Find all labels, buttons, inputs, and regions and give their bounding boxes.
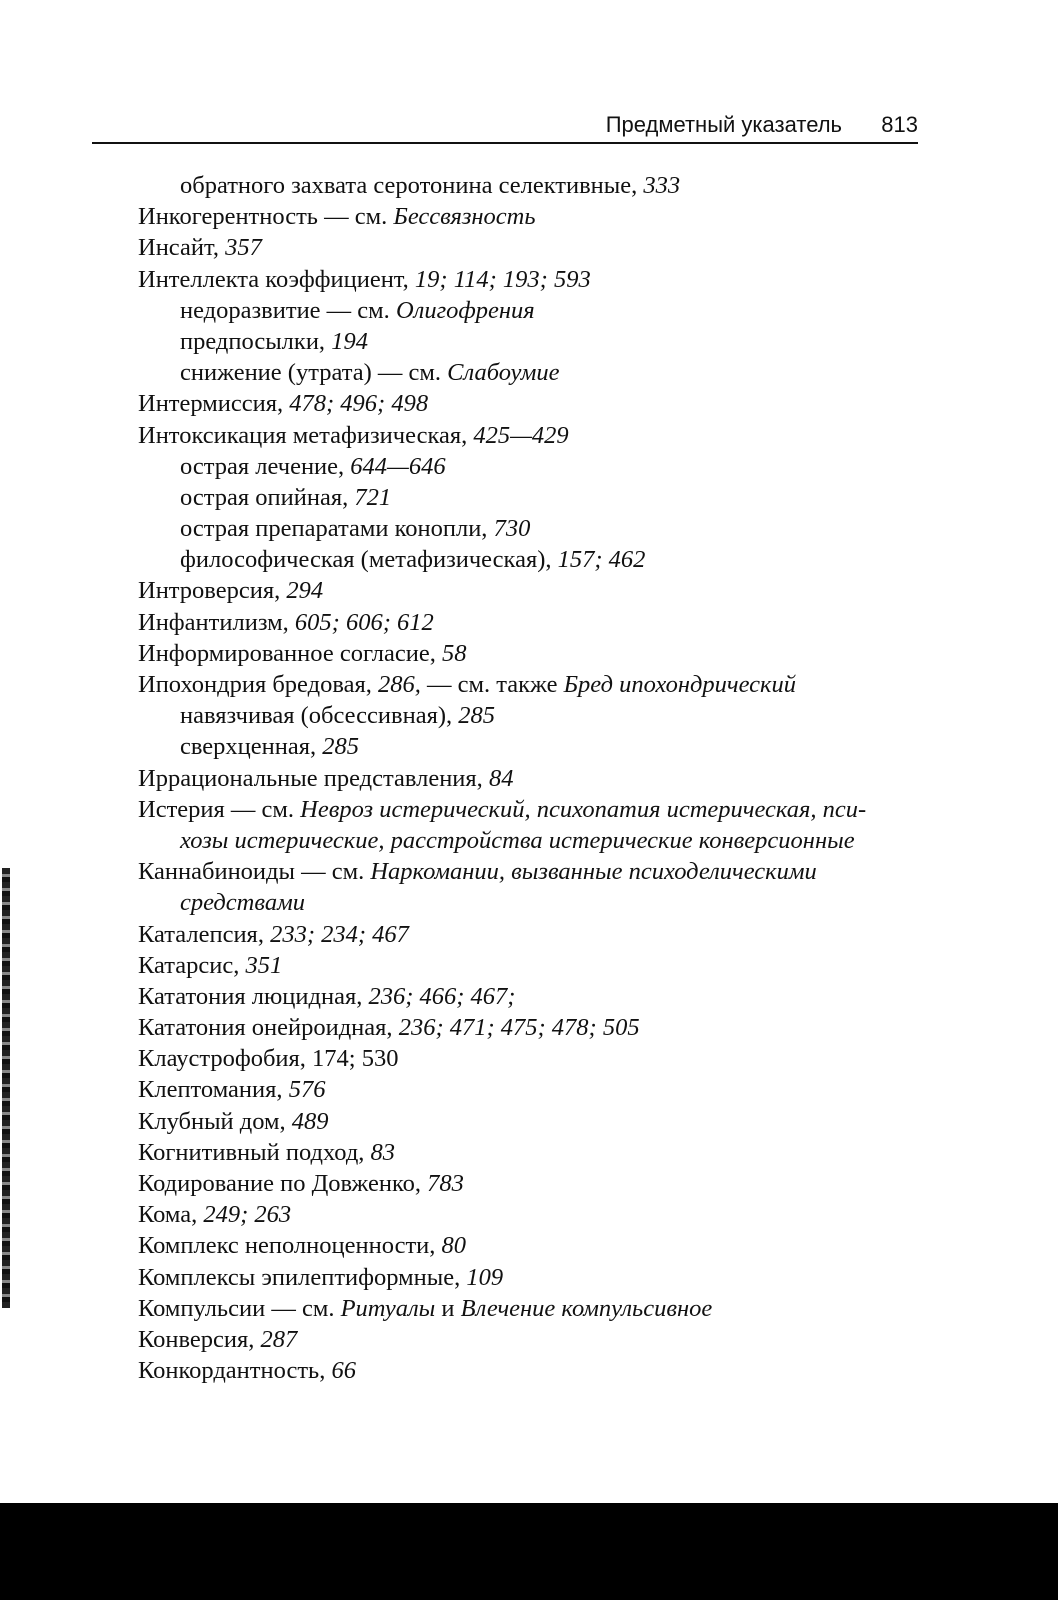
scan-edge-artifact [2, 868, 10, 1308]
entry-text: Конкордантность, [138, 1357, 332, 1385]
header-title: Предметный указатель [605, 112, 842, 137]
entry-reference: Невроз истерический, психопатия истерическая, пси- [300, 795, 867, 823]
entry-reference: 233; 234; 467 [270, 920, 409, 948]
index-subentry [138, 731, 928, 762]
entry-text: Кома, [138, 1201, 204, 1229]
entry-reference: 109 [466, 1263, 504, 1291]
entry-reference: 576 [288, 1076, 326, 1104]
index-entry [138, 1043, 928, 1074]
entry-reference: 236; 466; 467; [368, 982, 516, 1010]
index-entry [138, 919, 928, 950]
entry-reference: 66 [331, 1357, 356, 1385]
index-entry [138, 1137, 928, 1168]
entry-reference: 58 [441, 639, 467, 667]
entry-text: Кататония люцидная, [138, 982, 369, 1010]
entry-reference: 285 [322, 733, 360, 761]
entry-reference: 478; 496; 498 [289, 390, 429, 418]
index-entry [138, 1262, 928, 1293]
entry-text: Интроверсия, [138, 577, 287, 605]
index-subentry [138, 513, 928, 544]
entry-reference: Бессвязность [393, 203, 536, 231]
page-number: 813 [881, 112, 918, 137]
index-subentry [138, 700, 928, 731]
index-subentry [138, 295, 928, 326]
index-entry [138, 1012, 928, 1043]
index-subentry [138, 326, 928, 357]
entry-text: Комплексы эпилептиформные, [138, 1263, 467, 1291]
entry-text: Информированное согласие, [138, 639, 442, 667]
entry-reference: 287 [260, 1325, 298, 1353]
entry-text: Интермиссия, [138, 390, 290, 418]
entry-reference: Ритуалы [340, 1294, 436, 1322]
index-subentry [138, 887, 928, 918]
running-header [92, 112, 918, 144]
index-subentry [138, 482, 928, 513]
entry-text: и [435, 1294, 461, 1322]
entry-reference: Слабоумие [447, 359, 560, 387]
entry-text: Инфантилизм, [138, 608, 295, 636]
entry-text: Кодирование по Довженко, [138, 1170, 428, 1197]
entry-reference: 783 [427, 1170, 464, 1197]
entry-text: Ипохондрия бредовая, [138, 671, 378, 698]
index-entry [138, 607, 928, 638]
scan-bottom-border [0, 1503, 1058, 1600]
entry-text: острая препаратами конопли, [180, 515, 494, 543]
entry-reference: 19; 114; 193; 593 [414, 265, 591, 293]
entry-reference: 80 [441, 1232, 467, 1260]
index-entry [138, 201, 928, 232]
index-subentry [138, 170, 928, 201]
entry-reference: Наркомании, вызванные психоделическими [370, 858, 817, 886]
entry-text: недоразвитие — см. [180, 296, 396, 324]
entry-reference: 294 [286, 577, 324, 605]
entry-text: Каталепсия, [138, 920, 271, 948]
entry-reference: хозы истерические, расстройства истерические конверсионные [180, 826, 855, 854]
entry-text: Каннабиноиды — см. [138, 858, 371, 886]
entry-text: Истерия — см. [138, 795, 301, 823]
index-entry [138, 856, 928, 887]
index-entry [138, 1106, 928, 1137]
index-entry [138, 232, 928, 263]
index-entry [138, 1324, 928, 1355]
entry-text: Катарсис, [138, 951, 246, 979]
index-entry [138, 575, 928, 606]
index-entry [138, 1230, 928, 1261]
index-entry [138, 1293, 928, 1324]
entry-reference: средствами [180, 889, 305, 917]
entry-text: Интоксикация метафизическая, [138, 421, 474, 449]
entry-reference: 194 [331, 327, 368, 355]
entry-reference: 721 [354, 483, 392, 511]
entry-text: Иррациональные представления, [138, 764, 489, 792]
entry-text: предпосылки, [180, 327, 332, 355]
entry-text: Интеллекта коэффициент, [138, 265, 415, 293]
index-subentry [138, 825, 928, 856]
index-entry [138, 794, 928, 825]
index-entries [138, 170, 928, 1386]
entry-text: обратного захвата серотонина селективные, [180, 172, 644, 199]
entry-reference: 286, [377, 671, 421, 698]
entry-reference: 730 [493, 515, 531, 543]
entry-text: Комплекс неполноценности, [138, 1232, 442, 1260]
entry-text: острая опийная, [180, 483, 355, 511]
entry-text: Инкогерентность — см. [138, 203, 394, 231]
entry-text: — см. также [420, 671, 564, 698]
entry-reference: 83 [370, 1138, 396, 1166]
entry-text: острая лечение, [180, 452, 351, 480]
entry-text: снижение (утрата) — см. [180, 359, 448, 387]
entry-reference: 605; 606; 612 [294, 608, 434, 636]
entry-text: Когнитивный подход, [138, 1138, 371, 1166]
entry-reference: 157; 462 [557, 546, 646, 574]
entry-reference: Бред ипохондрический [563, 671, 796, 698]
index-entry [138, 669, 928, 700]
entry-text: Инсайт, [138, 234, 226, 262]
index-entry [138, 950, 928, 981]
index-entry [138, 1168, 928, 1199]
entry-text: Конверсия, [138, 1325, 261, 1353]
entry-reference: 236; 471; 475; 478; 505 [398, 1014, 640, 1042]
index-entry [138, 420, 928, 451]
index-entry [138, 1074, 928, 1105]
entry-reference: 333 [643, 172, 681, 199]
entry-reference: Олигофрения [395, 296, 535, 324]
index-entry [138, 1199, 928, 1230]
entry-reference: 285 [458, 702, 496, 730]
index-subentry [138, 544, 928, 575]
entry-text: Клубный дом, [138, 1107, 292, 1135]
entry-reference: 425—429 [473, 421, 569, 449]
entry-reference: 84 [488, 764, 514, 792]
entry-reference: 489 [291, 1107, 329, 1135]
index-entry [138, 981, 928, 1012]
entry-text: философическая (метафизическая), [180, 546, 558, 574]
index-entry [138, 1355, 928, 1386]
entry-text: Кататония онейроидная, [138, 1014, 399, 1042]
index-entry [138, 638, 928, 669]
entry-text: сверхценная, [180, 733, 323, 761]
entry-text: навязчивая (обсессивная), [180, 702, 459, 730]
entry-reference: 249; 263 [203, 1201, 292, 1229]
entry-text: Клаустрофобия, 174; 530 [138, 1045, 399, 1073]
entry-reference: 644—646 [350, 452, 446, 480]
entry-reference: 357 [225, 234, 262, 262]
entry-text: Компульсии — см. [138, 1294, 341, 1322]
entry-text: Клептомания, [138, 1076, 289, 1104]
index-subentry [138, 451, 928, 482]
entry-reference: Влечение компульсивное [460, 1294, 713, 1322]
entry-reference: 351 [245, 951, 283, 979]
index-entry [138, 388, 928, 419]
index-entry [138, 763, 928, 794]
index-subentry [138, 357, 928, 388]
index-entry [138, 264, 928, 295]
